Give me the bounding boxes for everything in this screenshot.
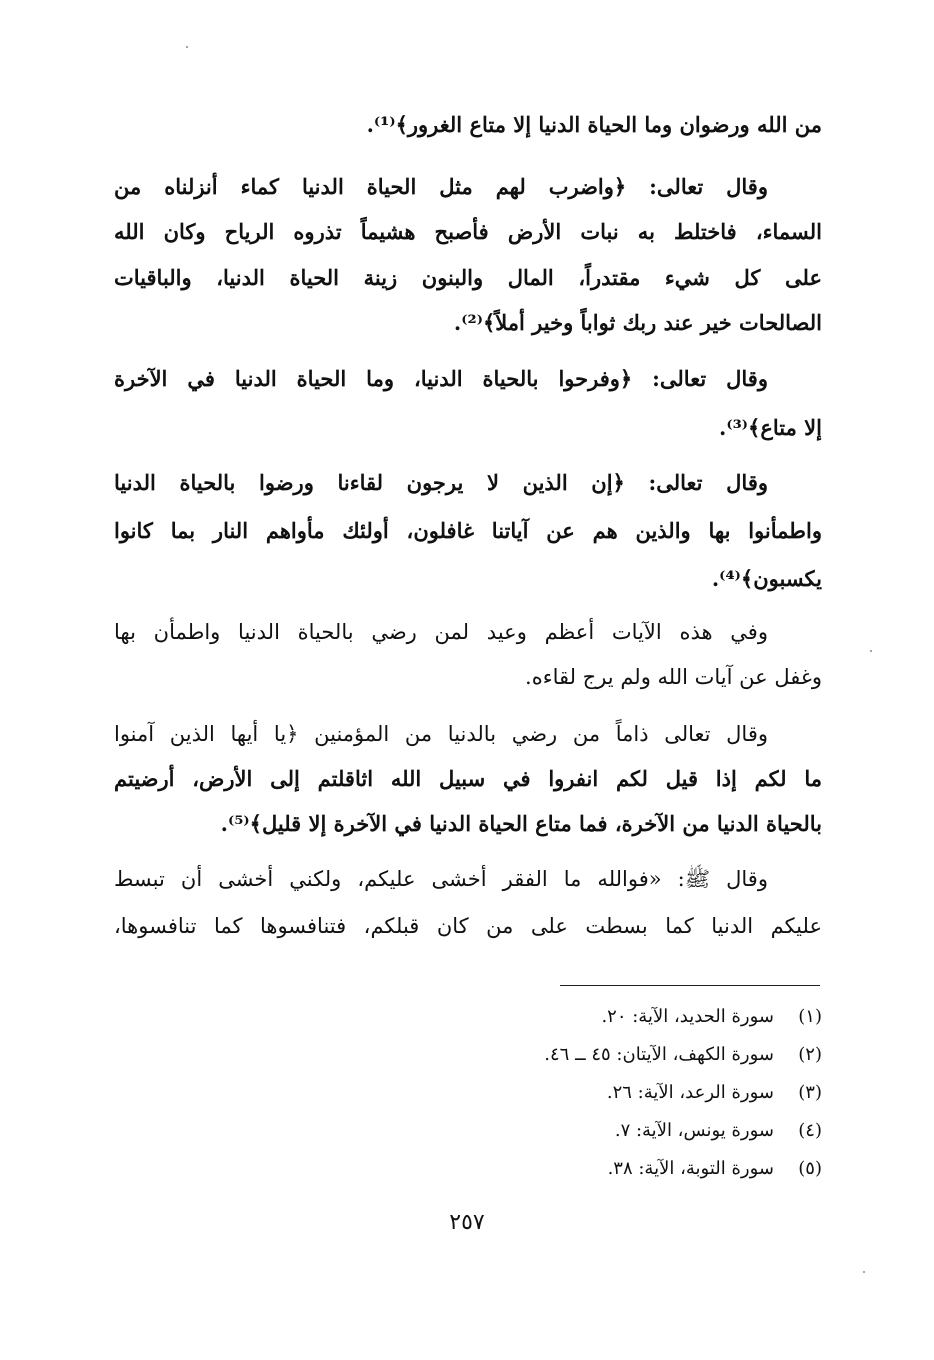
text-line: وقال تعالى ذاماً من رضي بالدنيا من المؤمنين ﴿يا أيها الذين آمنوا	[114, 722, 768, 746]
scan-speck	[870, 650, 872, 652]
footnote-number: (٢)	[798, 1044, 822, 1065]
footnote-text: سورة الحديد، الآية: ٢٠.	[601, 1006, 774, 1027]
footnote-text: سورة يونس، الآية: ٧.	[614, 1120, 774, 1141]
text-line: الصالحات خير عند ربك ثواباً وخير أملاً﴾⁽²⁾.	[453, 310, 822, 335]
footnote-text: سورة الكهف، الآيتان: ٤٥ ــ ٤٦.	[544, 1044, 774, 1065]
text-line: وقال تعالى: ﴿وفرحوا بالحياة الدنيا، وما الحياة الدنيا في الآخرة	[114, 366, 768, 391]
footnote	[114, 1001, 822, 1033]
footnote	[114, 1153, 822, 1185]
footnote-separator	[560, 985, 820, 986]
text-line: وقال ﷺ: «فوالله ما الفقر أخشى عليكم، ولكني أخشى أن تبسط	[114, 867, 768, 891]
text-line: بالحياة الدنيا من الآخرة، فما متاع الحياة الدنيا في الآخرة إلا قليل﴾⁽⁵⁾.	[220, 811, 822, 836]
footnote-number: (٤)	[798, 1120, 822, 1141]
text-line: واطمأنوا بها والذين هم عن آياتنا غافلون، أولئك مأواهم النار بما كانوا	[114, 518, 822, 543]
footnote	[114, 1039, 822, 1071]
footnote-number: (٥)	[798, 1158, 822, 1179]
text-line: على كل شيء مقتدراً، المال والبنون زينة الحياة الدنيا، والباقيات	[114, 265, 822, 290]
footnote-text: سورة الرعد، الآية: ٢٦.	[606, 1082, 774, 1103]
text-line: وقال تعالى: ﴿إن الذين لا يرجون لقاءنا ورضوا بالحياة الدنيا	[114, 470, 768, 495]
footnote	[114, 1077, 822, 1109]
scan-speck	[186, 46, 188, 48]
footnote	[114, 1115, 822, 1147]
text-line: إلا متاع﴾⁽³⁾.	[719, 415, 822, 440]
text-line: يكسبون﴾⁽⁴⁾.	[711, 566, 822, 591]
text-line: من الله ورضوان وما الحياة الدنيا إلا متاع الغرور﴾⁽¹⁾.	[366, 112, 822, 137]
page-number: ٢٥٧	[449, 1210, 485, 1235]
text-line: عليكم الدنيا كما بسطت على من كان قبلكم، فتنافسوها كما تنافسوها،	[114, 914, 822, 938]
text-line: ما لكم إذا قيل لكم انفروا في سبيل الله اثاقلتم إلى الأرض، أرضيتم	[114, 766, 822, 791]
text-line: وفي هذه الآيات أعظم وعيد لمن رضي بالحياة الدنيا واطمأن بها	[114, 620, 768, 644]
text-line: وغفل عن آيات الله ولم يرج لقاءه.	[525, 665, 822, 689]
scan-speck	[863, 1271, 865, 1273]
text-line: وقال تعالى: ﴿واضرب لهم مثل الحياة الدنيا كماء أنزلناه من	[114, 174, 768, 199]
text-line: السماء، فاختلط به نبات الأرض فأصبح هشيماً تذروه الرياح وكان الله	[114, 219, 822, 244]
footnote-number: (٣)	[798, 1082, 822, 1103]
footnote-number: (١)	[798, 1006, 822, 1027]
footnote-text: سورة التوبة، الآية: ٣٨.	[607, 1158, 774, 1179]
